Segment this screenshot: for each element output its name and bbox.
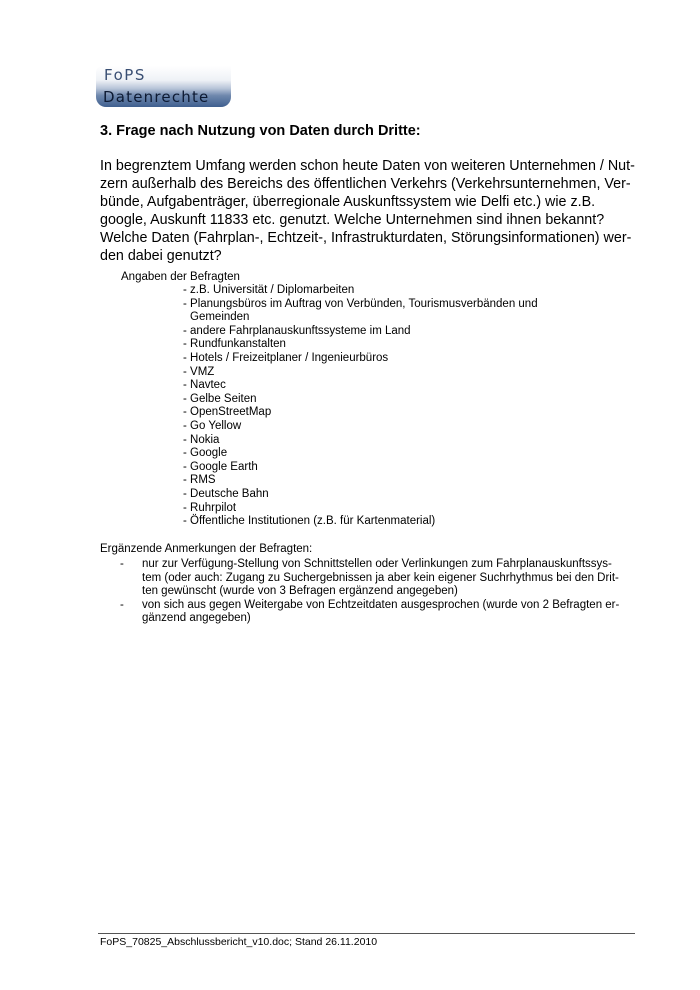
list-item: - Navtec	[183, 379, 226, 392]
bullet-dash: -	[120, 558, 124, 570]
remark-item	[120, 558, 640, 599]
intro-paragraph	[100, 157, 640, 265]
list-item: - VMZ	[183, 365, 215, 378]
list-item: - Gelbe Seiten	[183, 392, 257, 405]
list-item: - Deutsche Bahn	[183, 487, 269, 500]
list-item: - Öffentliche Institutionen (z.B. für Kartenmaterial)	[183, 515, 436, 528]
bullet-dash: -	[120, 598, 124, 611]
intro-line: In begrenztem Umfang werden schon heute Daten von weiteren Unternehmen / Nut-	[100, 158, 635, 174]
intro-line: bünde, Aufgabenträger, überregionale Auskunftssystem wie Delfi etc.) wie z.B.	[100, 194, 596, 210]
list-item: - RMS	[183, 474, 216, 487]
list-item-continuation: Gemeinden	[190, 311, 250, 324]
remark-item	[120, 599, 640, 626]
list-item	[183, 311, 538, 325]
list-item: - Ruhrpilot	[183, 501, 237, 514]
list-item: - z.B. Universität / Diplomarbeiten	[183, 284, 355, 296]
list-item: - Nokia	[183, 433, 220, 446]
fops-logo	[96, 66, 231, 107]
remarks-list	[120, 558, 640, 626]
list-item: - Google	[183, 447, 228, 460]
list-item: - Google Earth	[183, 460, 258, 473]
answers-label: Angaben der Befragten	[121, 271, 240, 283]
list-item: - Hotels / Freizeitplaner / Ingenieurbüros	[183, 351, 389, 364]
intro-line: google, Auskunft 11833 etc. genutzt. Welche Unternehmen sind ihnen bekannt?	[100, 212, 605, 228]
list-item: - Go Yellow	[183, 419, 242, 432]
list-item: - andere Fahrplanauskunftssysteme im Land	[183, 324, 411, 337]
list-item: - Planungsbüros im Auftrag von Verbünden, Tourismusverbänden und	[183, 297, 538, 310]
remark-line: nur zur Verfügung-Stellung von Schnittstellen oder Verlinkungen zum Fahrplanauskunftssys-	[142, 558, 612, 570]
remark-line: gänzend angegeben)	[142, 612, 251, 625]
footer-divider	[98, 933, 635, 934]
intro-line: zern außerhalb des Bereichs des öffentlichen Verkehrs (Verkehrsunternehmen, Ver-	[100, 176, 631, 192]
remark-line: von sich aus gegen Weitergabe von Echtzeitdaten ausgesprochen (wurde von 2 Befragten er-	[142, 598, 620, 611]
logo-line-2: Datenrechte	[103, 88, 210, 106]
list-item: - Rundfunkanstalten	[183, 338, 286, 351]
list-item: - OpenStreetMap	[183, 406, 272, 419]
remark-line: ten gewünscht (wurde von 3 Befragen ergänzend angegeben)	[142, 585, 458, 598]
intro-line: Welche Daten (Fahrplan-, Echtzeit-, Infrastrukturdaten, Störungsinformationen) wer-	[100, 230, 632, 246]
answers-list	[183, 284, 538, 529]
remarks-label: Ergänzende Anmerkungen der Befragten:	[100, 543, 313, 555]
logo-line-1: FoPS	[104, 66, 146, 84]
section-heading: 3. Frage nach Nutzung von Daten durch Dritte:	[100, 123, 421, 139]
intro-line: den dabei genutzt?	[100, 248, 222, 264]
page-footer: FoPS_70825_Abschlussbericht_v10.doc; Stand 26.11.2010	[100, 936, 378, 948]
remark-line: tem (oder auch: Zugang zu Suchergebnissen ja aber kein eigener Suchrhythmus bei den Drit-	[142, 571, 619, 584]
